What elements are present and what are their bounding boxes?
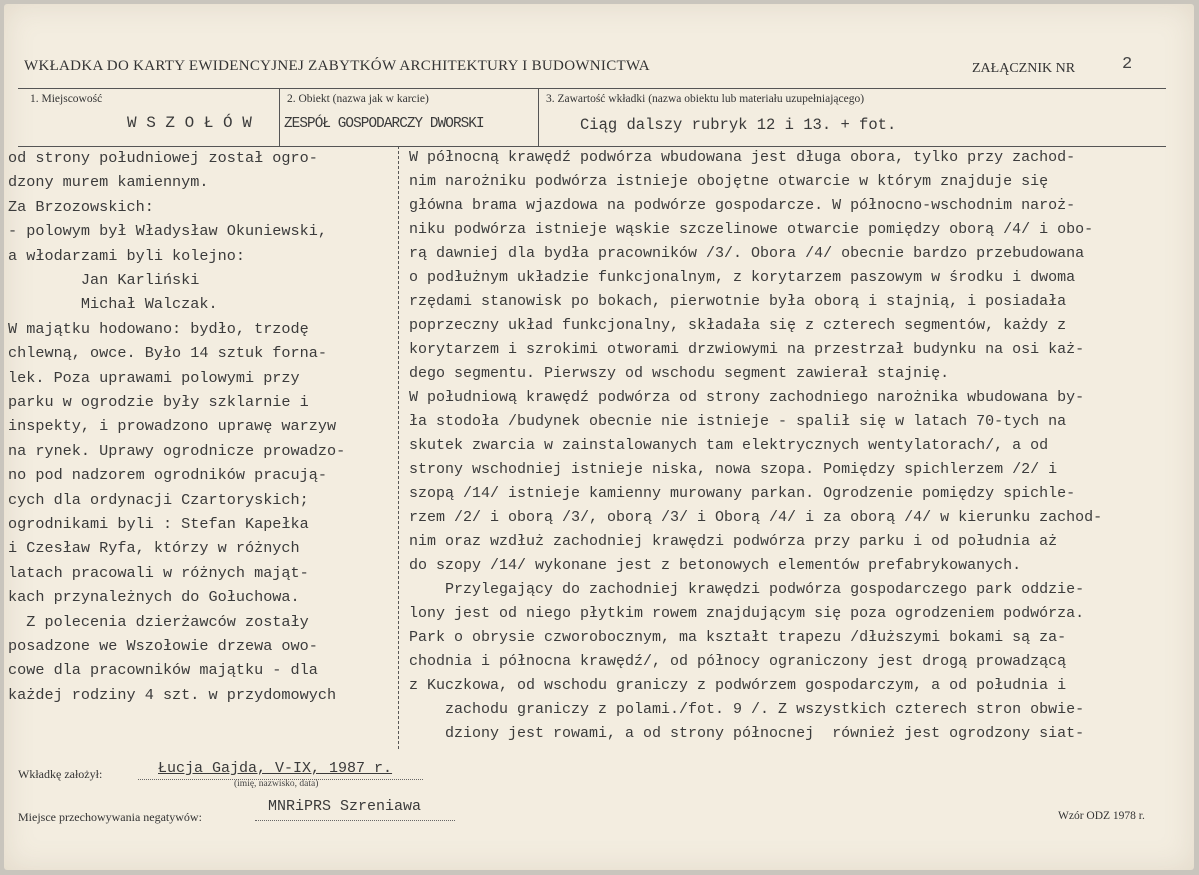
text-line: W majątku hodowano: bydło, trzodę [8,319,309,338]
text-line: nim narożniku podwórza istnieje obojętne otwarcie w którym znajduje się [409,173,1049,190]
text-line: kach przynależnych do Gołuchowa. [8,588,300,607]
header-rule-top [18,88,1166,89]
text-line: Park o obrysie czworobocznym, ma kształt trapezu /dłuższymi bokami są za- [409,629,1067,646]
text-line: na rynek. Uprawy ogrodnicze prowadzo- [8,441,346,460]
text-line: Za Brzozowskich: [8,197,154,216]
text-line: lek. Poza uprawami polowymi przy [8,368,300,387]
storage-label: Miejsce przechowywania negatywów: [18,810,202,824]
annex-label: ZAŁĄCZNIK NR [972,61,1076,76]
field-3-label: 3. Zawartość wkładki (nazwa obiektu lub materiału uzupełniającego) [546,93,865,105]
prepared-by-value: Łucja Gajda, V-IX, 1987 r. [158,760,393,777]
field-3-value: Ciąg dalszy rubryk 12 i 13. + fot. [580,116,897,134]
text-line: a włodarzami byli kolejno: [8,246,245,265]
text-line: chodnia i północna krawędź/, od północy ograniczony jest drogą prowadzącą [409,653,1067,670]
text-line: dego segmentu. Pierwszy od wschodu segment zawierał stajnię. [409,365,950,382]
text-line: do szopy /14/ wykonane jest z betonowych elementów prefabrykowanych. [409,557,1022,574]
form-title: WKŁADKA DO KARTY EWIDENCYJNEJ ZABYTKÓW ARCHITEKTURY I BUDOWNICTWA [24,58,650,74]
text-line: niku podwórza istnieje wąskie szczelinowe otwarcie pomiędzy oborą /4/ i obo- [409,221,1094,238]
field-2-label: 2. Obiekt (nazwa jak w karcie) [287,93,429,105]
text-line: chlewną, owce. Było 14 sztuk forna- [8,344,327,363]
text-line: lony jest od niego płytkim rowem znajdującym się poza ogrodzeniem podwórza. [409,605,1085,622]
text-line: W północną krawędź podwórza wbudowana jest długa obora, tylko przy zachod- [409,149,1076,166]
text-line: każdej rodziny 4 szt. w przydomowych [8,685,337,704]
text-line: korytarzem i szrokimi otworami drzwiowymi na przestrzał budynku na osi każ- [409,341,1085,358]
text-line: cych dla ordynacji Czartoryskich; [8,490,309,509]
annex-number: 2 [1122,55,1133,74]
text-line: dzony murem kamiennym. [8,173,209,192]
text-line: cowe dla pracowników majątku - dla [8,661,318,680]
text-line: Przylegający do zachodniej krawędzi podwórza gospodarczego park oddzie- [409,581,1085,598]
header-rule-bottom [18,146,1166,147]
text-line: z Kuczkowa, od wschodu graniczy z podwórzem gospodarczym, a od południa i [409,677,1067,694]
text-line: i Czesław Ryfa, którzy w różnych [8,539,300,558]
text-line: główna brama wjazdowa na podwórze gospodarcze. W północno-wschodnim naroż- [409,197,1076,214]
text-line: inspekty, i prowadzono uprawę warzyw [8,417,337,436]
text-line: W południową krawędź podwórza od strony zachodniego narożnika wbudowana by- [409,389,1085,406]
text-line: od strony południowej został ogro- [8,149,318,167]
text-line: szopą /14/ istnieje kamienny murowany parkan. Ogrodzenie pomiędzy spichle- [409,485,1076,502]
text-line: posadzone we Wszołowie drzewa owo- [8,637,318,655]
text-line: parku w ogrodzie były szklarnie i [8,393,309,411]
text-line: skutek zwarcia w zainstalowanych tam elektrycznych wentylatorach/, a od [409,437,1049,454]
text-line: no pod nadzorem ogrodników pracują- [8,466,327,485]
text-line: rą dawniej dla bydła pracowników /3/. Obora /4/ obecnie bardzo przebudowana [409,245,1085,262]
text-line: poprzeczny układ funkcjonalny, składała się z czterech segmentów, każdy z [409,317,1067,334]
field-divider-1 [279,88,280,146]
text-line: Jan Karliński [8,271,200,289]
text-line: dziony jest rowami, a od strony północnej również jest ogrodzony siat- [409,725,1085,742]
field-1-label: 1. Miejscowość [30,93,103,105]
text-line: rzędami stanowisk po bokach, pierwotnie była oborą i stajnią, i posiadała [409,293,1067,310]
text-line: o podłużnym układzie funkcjonalnym, z korytarzem paszowym w środku i dwoma [409,269,1076,286]
text-line: ogrodnikami byli : Stefan Kapełka [8,515,309,533]
text-line: - polowym był Władysław Okuniewski, [8,222,327,241]
storage-value: MNRiPRS Szreniawa [268,798,422,815]
text-line: zachodu graniczy z polami./fot. 9 /. Z wszystkich czterech stron obwie- [409,701,1085,718]
text-line: rzem /2/ i oborą /3/, oborą /3/ i Oborą /4/ i za oborą /4/ w kierunku zachod- [409,509,1103,526]
column-divider [398,146,399,749]
text-line: nim oraz wzdłuż zachodniej krawędzi podwórza przy parku i od południa aż [409,533,1058,550]
field-1-value: W S Z O Ł Ó W [127,114,252,132]
text-line: Michał Walczak. [8,295,218,314]
prepared-by-label: Wkładkę założył: [18,767,103,781]
text-line: strony wschodniej istnieje niska, nowa szopa. Pomiędzy spichlerzem /2/ i [409,461,1058,478]
prepared-by-hint: (imię, nazwisko, data) [234,779,319,789]
form-version: Wzór ODZ 1978 r. [1058,810,1145,822]
field-2-value: ZESPÓŁ GOSPODARCZY DWORSKI [284,116,484,132]
storage-line [255,820,455,821]
text-line: latach pracowali w różnych mająt- [8,563,309,582]
text-line: ła stodoła /budynek obecnie nie istnieje - spalił się w latach 70-tych na [409,413,1067,430]
text-line: Z polecenia dzierżawców zostały [8,612,309,631]
field-divider-2 [538,88,539,146]
